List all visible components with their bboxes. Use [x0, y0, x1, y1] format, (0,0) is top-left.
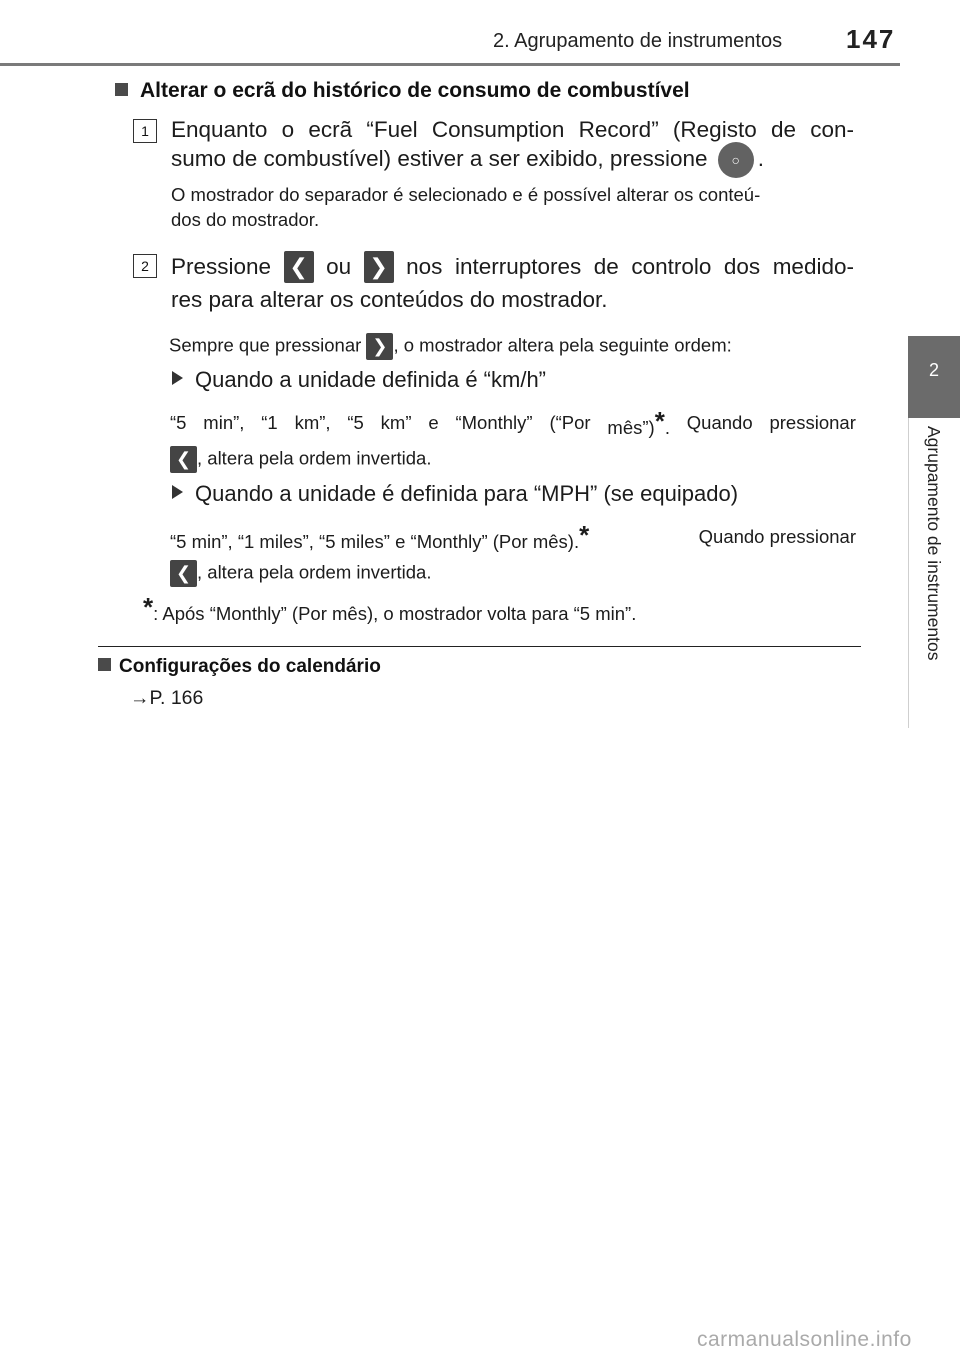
step-1-word: (Registo [672, 117, 757, 142]
sequence-word: km” [380, 411, 412, 433]
sequence-word: “5 [347, 411, 364, 433]
step-2-line-1 [171, 251, 854, 283]
footnote-star: * [654, 406, 665, 436]
watermark: carmanualsonline.info [697, 1328, 912, 1351]
sequence-word: Quando [686, 411, 753, 433]
step-1-word: de [770, 117, 796, 142]
bullet-kmh-line-2 [170, 446, 431, 473]
section-heading [115, 79, 690, 103]
step-2-word: ou [326, 254, 352, 279]
step-2-note-end: , o mostrador altera pela seguinte ordem: [393, 334, 732, 356]
calendar-settings-heading [98, 656, 381, 678]
page-number: 147 [846, 24, 896, 54]
step-number-1: 1 [133, 119, 157, 143]
chapter-number: 2 [928, 360, 939, 380]
left-arrow-button-icon: ❮ [170, 560, 197, 587]
step-2-note [169, 333, 732, 360]
step-2-word: dos [723, 254, 761, 279]
step-2-word: de [593, 254, 619, 279]
square-bullet-icon [115, 83, 128, 96]
section-heading-text: Alterar o ecrã do histórico de consumo de combustível [140, 79, 690, 102]
step-1-note-line-2: dos do mostrador. [171, 209, 320, 230]
square-bullet-icon [98, 658, 111, 671]
bullet-kmh-sequence [170, 406, 856, 439]
footnote-star: * [579, 520, 590, 550]
step-1-word: Enquanto [171, 117, 268, 142]
calendar-settings-heading-text: Configurações do calendário [119, 656, 381, 677]
bullet-mph-label: Quando a unidade é definida para “MPH” (se equipado) [195, 481, 739, 506]
sequence-word: e [428, 411, 439, 433]
step-2-word: nos [406, 254, 443, 279]
step-1-line-1 [171, 117, 854, 143]
step-1-note-line-1: O mostrador do separador é selecionado e é possível alterar os conteú- [171, 184, 761, 205]
sequence-word: “1 [261, 411, 278, 433]
sequence-word: “Monthly” [455, 411, 533, 433]
sequence-word-with-star: mês”)*. [607, 406, 670, 438]
step-1-word: ecrã [308, 117, 353, 142]
footnote-star: * [143, 592, 154, 622]
triangle-bullet-icon [172, 371, 183, 385]
sequence-word: pressionar [769, 411, 856, 433]
step-2-word: medido- [772, 254, 854, 279]
triangle-bullet-icon [172, 485, 183, 499]
footnote-text: : Após “Monthly” (Por mês), o mostrador volta para “5 min”. [153, 603, 637, 624]
step-1-line-2-text: sumo de combustível) estiver a ser exibido, pressione [171, 145, 708, 171]
step-2-word: controlo [631, 254, 712, 279]
step-1-word: o [281, 117, 295, 142]
step-1-word: con- [810, 117, 854, 142]
chapter-tab [908, 336, 960, 418]
step-1-word: Record” [578, 117, 659, 142]
left-arrow-button-icon: ❮ [170, 446, 197, 473]
bullet-kmh-line-2-text: , altera pela ordem invertida. [197, 447, 432, 469]
bullet-mph-line-2 [170, 560, 431, 587]
page-reference-link[interactable]: →P. 166 [130, 687, 204, 709]
step-1-line-2 [171, 142, 764, 178]
sequence-word: “5 [170, 411, 187, 433]
right-arrow-button-icon: ❯ [366, 333, 393, 360]
step-1-word: “Fuel [366, 117, 418, 142]
left-arrow-button-icon: ❮ [284, 251, 314, 283]
sequence-word: (“Por [549, 411, 591, 433]
running-header-title: 2. Agrupamento de instrumentos [493, 30, 783, 52]
header-rule [0, 63, 900, 66]
footnote [143, 592, 636, 625]
sequence-with-star [170, 520, 589, 553]
sequence-word: km”, [294, 411, 331, 433]
bullet-mph-sequence [170, 520, 856, 553]
round-button-icon: ○ [718, 142, 754, 178]
step-number-2: 2 [133, 254, 157, 278]
bullet-kmh [172, 367, 546, 393]
sequence-word: min”, [203, 411, 245, 433]
chapter-title: Agrupamento de instrumentos [924, 426, 944, 661]
step-2-word: interruptores [454, 254, 582, 279]
section-divider [98, 646, 861, 647]
bullet-kmh-label: Quando a unidade definida é “km/h” [195, 367, 547, 392]
right-arrow-button-icon: ❯ [364, 251, 394, 283]
sequence-text: “5 min”, “1 miles”, “5 miles” e “Monthly” (Por mês). [170, 531, 580, 552]
step-1-line-2-end: . [757, 145, 765, 171]
step-2-note-text: Sempre que pressionar [169, 334, 362, 356]
step-2-line-2: res para alterar os conteúdos do mostrador. [171, 287, 608, 312]
step-1-word: Consumption [431, 117, 565, 142]
bullet-mph-line-2-text: , altera pela ordem invertida. [197, 561, 432, 583]
step-2-word: Pressione [171, 254, 272, 279]
sequence-word: mês”) [607, 417, 655, 438]
sequence-after-star: Quando pressionar [698, 525, 856, 547]
bullet-mph [172, 481, 738, 507]
chapter-tab-label-area [908, 418, 960, 728]
